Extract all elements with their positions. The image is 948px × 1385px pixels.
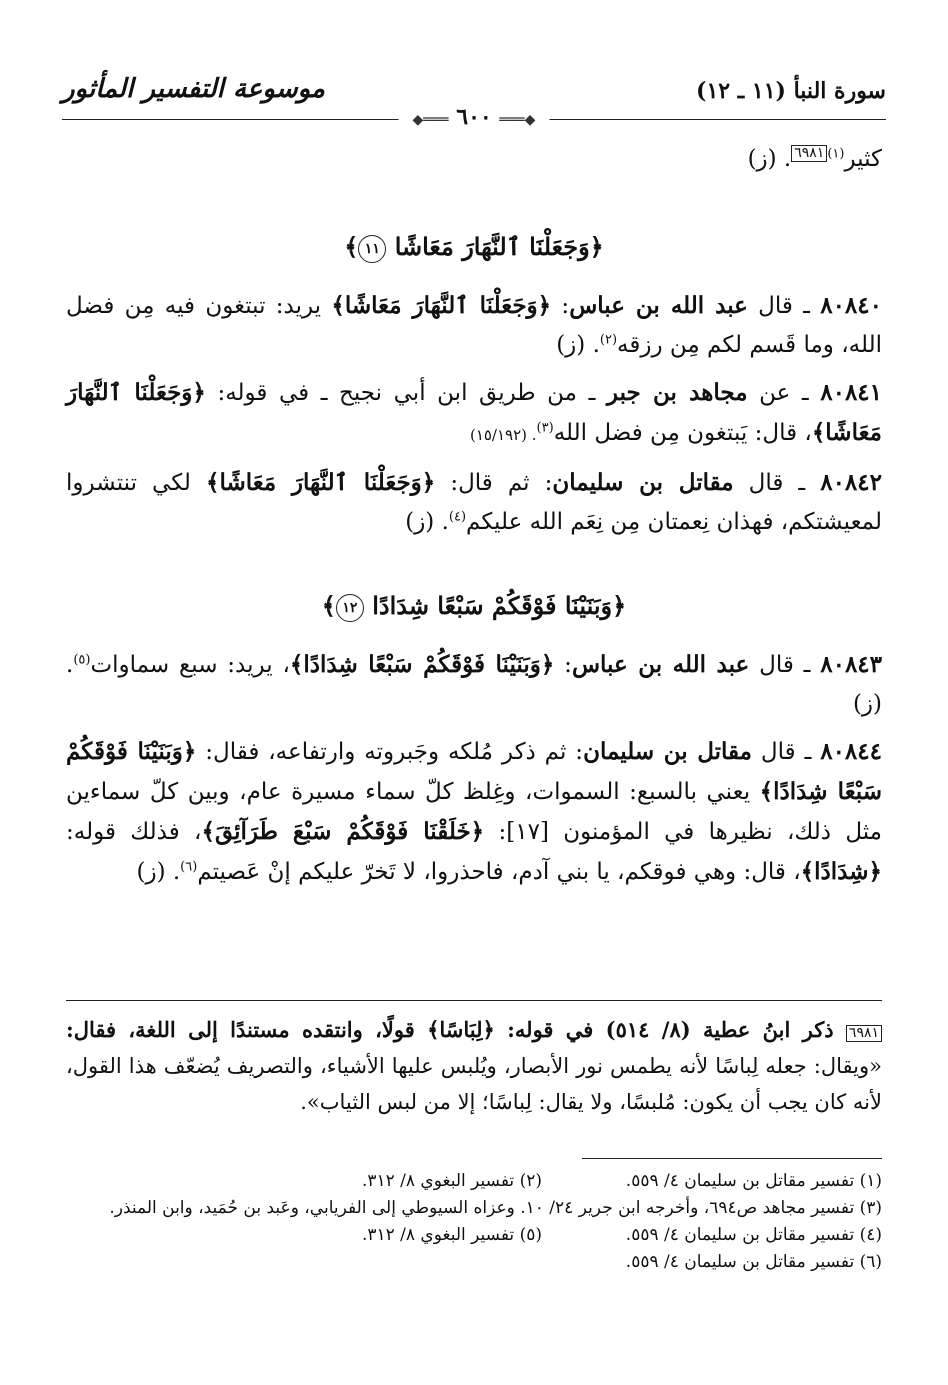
ornament-icon: ◆═══ [499,112,536,128]
footnote-1: (١) تفسير مقاتل بن سليمان ٤/ ٥٥٩. [625,1171,882,1191]
footnotes [66,1168,882,1276]
footnote-marker[interactable]: (٦) [180,859,198,875]
narration-80843: ٨٠٨٤٣ ـ قال عبد الله بن عباس: ﴿وَبَنَيْنَا فَوْقَكُمْ سَبْعًا شِدَادًا﴾، يريد: سبع سماوات$^{(٥)}$. (ز) [66,651,883,717]
surah-title: سورة النبأ (١١ ـ ١٢) [696,78,886,104]
commentary-6981: ٦٩٨١ ذكر ابنُ عطية (٨/ ٥١٤) في قوله: ﴿لِبَاسًا﴾ قولًا، وانتقده مستندًا إلى اللغة، فقال: «ويقال: جعله لِباسًا لأنه يطمس نور الأبصار، ويُلبس عليها الأشياء، والتصريف يُضعّف هذا القول، لأنه كان يجب أن يكون: مُلبسًا، ولا يقال: لِباسًا؛ إلا من لبس الثياب». [66,1017,882,1114]
main-text [66,140,882,892]
ayah-number: ١١ [358,235,386,263]
footnote-marker[interactable]: (١) [827,146,845,162]
commentary-ref[interactable]: ٦٩٨١ [791,145,827,162]
carry-over-line: كثير$^{(١)}$٦٩٨١. (ز) [747,145,882,172]
footnote-6: (٦) تفسير مقاتل بن سليمان ٤/ ٥٥٩. [625,1252,882,1272]
ornament-icon: ═══◆ [412,112,449,128]
commentary-block [66,1012,882,1120]
footnote-marker[interactable]: (٥) [73,652,91,668]
narration-80841: ٨٠٨٤١ ـ عن مجاهد بن جبر ـ من طريق ابن أبي نجيح ـ في قوله: ﴿وَجَعَلْنَا ٱلنَّهَارَ مَعَاشًا﴾، قال: يَبتغون مِن فضل الله$^{(٣)}$. (١٥/١٩٢) [66,379,883,446]
running-header [62,72,886,108]
footnote-5: (٥) تفسير البغوي ٨/ ٣١٢. [361,1225,542,1245]
footnote-4: (٤) تفسير مقاتل بن سليمان ٤/ ٥٥٩. [625,1225,882,1245]
ayah-number: ١٢ [336,594,364,622]
verse-heading-11: ﴿وَجَعَلْنَا ٱلنَّهَارَ مَعَاشًا ١١﴾ [344,232,604,261]
book-title: موسوعة التفسير المأثور [62,74,325,104]
footnote-marker[interactable]: (٣) [536,420,554,436]
page-number [399,104,550,130]
page-number-value: ٦٠٠ [456,104,492,130]
footnote-3: (٣) تفسير مجاهد ص٦٩٤، وأخرجه ابن جرير ٢٤/ ١٠. وعزاه السيوطي إلى الفريابي، وعَبد بن حُمَيد، وابن المنذر. [109,1198,882,1218]
narration-80840: ٨٠٨٤٠ ـ قال عبد الله بن عباس: ﴿وَجَعَلْنَا ٱلنَّهَارَ مَعَاشًا﴾ يريد: تبتغون فيه مِن فضل الله، وما قَسم لكم مِن رزقه$^{(٢)}$. (ز) [66,292,882,358]
footnote-marker[interactable]: (٤) [448,509,467,525]
footnote-rule [582,1158,882,1159]
narration-80842: ٨٠٨٤٢ ـ قال مقاتل بن سليمان: ثم قال: ﴿وَجَعَلْنَا ٱلنَّهَارَ مَعَاشًا﴾ لكي تنتشروا لمعيشتكم، فهذان نِعمتان مِن نِعَم الله عليكم$^{(٤)}$. (ز) [66,469,882,535]
narration-80844: ٨٠٨٤٤ ـ قال مقاتل بن سليمان: ثم ذكر مُلكه وجَبروته وارتفاعه، فقال: ﴿وَبَنَيْنَا فَوْقَكُمْ سَبْعًا شِدَادًا﴾ يعني بالسبع: السموات، وغِلظ كلّ سماء مسيرة عام، وبين كلّ سماءين مثل ذلك، نظيرها في المؤمنون [١٧]: ﴿خَلَقْنَا فَوْقَكُمْ سَبْعَ طَرَآئِقَ﴾، فذلك قوله: ﴿شِدَادًا﴾، قال: وهي فوقكم، يا بني آدم، فاحذروا، لا تَخرّ عليكم إنْ عَصيتم$^{(٦)}$. (ز) [66,738,883,885]
footnote-2: (٢) تفسير البغوي ٨/ ٣١٢. [361,1171,542,1191]
commentary-separator [66,1000,882,1001]
commentary-ref: ٦٩٨١ [846,1025,882,1042]
footnote-marker[interactable]: (٢) [599,332,618,348]
verse-heading-12: ﴿وَبَنَيْنَا فَوْقَكُمْ سَبْعًا شِدَادًا ١٢﴾ [321,591,627,620]
